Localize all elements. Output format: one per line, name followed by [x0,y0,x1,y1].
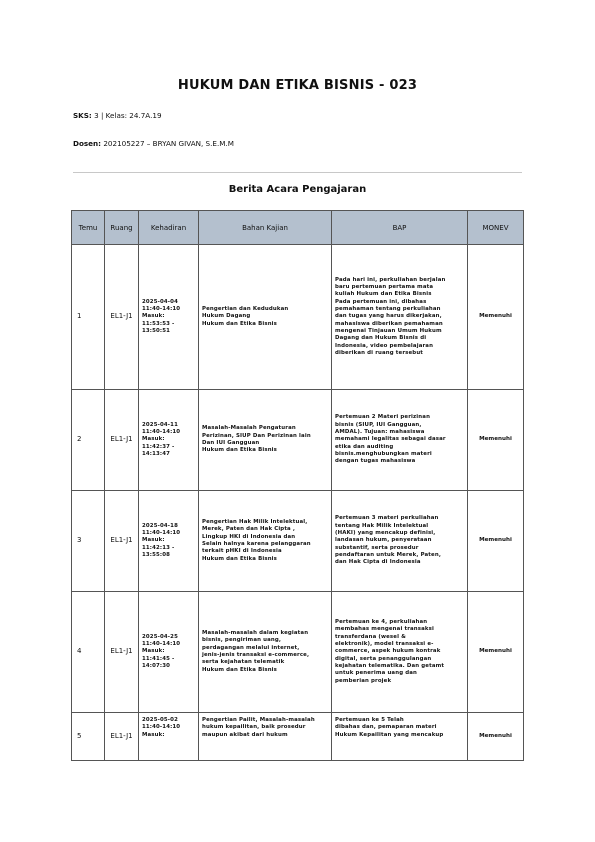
temu-cell: 5 [72,713,105,761]
monev-cell: Memenuhi [468,390,524,491]
header-bap: BAP [332,211,468,245]
bap-cell: Pertemuan ke 4, perkuliahan membahas mengenai transaksi transferdana (wesel & elektronik), model transaksi e- commerce, aspek hukum kontrak digital, serta penanggulangan kejahatan telematika. Dan getamt untuk penerima uang dan pemberian projek [332,592,468,713]
header-monev: MONEV [468,211,524,245]
bap-cell: Pertemuan ke 5 Telah dibahas dan, pemaparan materi Hukum Kepailitan yang mencakup [332,713,468,761]
ruang-cell: EL1-J1 [105,491,139,592]
temu-cell: 3 [72,491,105,592]
bahan-kajian-cell: Masalah-Masalah Pengaturan Perizinan, SIUP Dan Perizinan lain Dan IUI Gangguan Hukum dan Etika Bisnis [199,390,332,491]
temu-cell: 1 [72,245,105,390]
monev-cell: Memenuhi [468,592,524,713]
header-bahan-kajian: Bahan Kajian [199,211,332,245]
kehadiran-cell: 2025-04-04 11:40-14:10 Masuk: 11:53:53 - 13:50:51 [139,245,199,390]
table-row [72,592,524,713]
ruang-cell: EL1-J1 [105,390,139,491]
dosen-label: Dosen: [73,139,102,148]
divider [73,172,522,173]
table-row [72,390,524,491]
ruang-cell: EL1-J1 [105,592,139,713]
ruang-cell: EL1-J1 [105,713,139,761]
section-title: Berita Acara Pengajaran [228,184,367,195]
kehadiran-cell: 2025-05-02 11:40-14:10 Masuk: [139,713,199,761]
table-row [72,491,524,592]
dosen-line [73,139,234,148]
table-header-row [72,211,524,245]
dosen-value: 202105227 – BRYAN GIVAN, S.E.M.M [103,139,234,148]
kehadiran-cell: 2025-04-25 11:40-14:10 Masuk: 11:41:45 - 14:07:30 [139,592,199,713]
bap-cell: Pada hari ini, perkuliahan berjalan baru pertemuan pertama mata kuliah Hukum dan Etika Bisnis Pada pertemuan ini, dibahas pemahaman tentang perkuliahan dan tugas yang harus dikerjakan, mahasiswa diberikan pemahaman mengenai Tinjauan Umum Hukum Dagang dan Hukum Bisnis di Indonesia, video pembelajaran diberikan di ruang tersebut [332,245,468,390]
bahan-kajian-cell: Pengertian Pailit, Masalah-masalah hukum kepailitan, baik prosedur maupun akibat dari hukum [199,713,332,761]
temu-cell: 4 [72,592,105,713]
monev-cell: Memenuhi [468,245,524,390]
monev-cell: Memenuhi [468,491,524,592]
sks-label: SKS: [73,111,92,120]
sks-kelas-line [73,111,162,120]
table-row [72,713,524,761]
sks-kelas-value: 3 | Kelas: 24.7A.19 [94,111,162,120]
bahan-kajian-cell: Masalah-masalah dalam kegiatan bisnis, pengiriman uang, perdagangan melalui internet, jenis-jenis transaksi e-commerce, serta kejahatan telematik Hukum dan Etika Bisnis [199,592,332,713]
bap-cell: Pertemuan 3 materi perkuliahan tentang Hak Milik Intelektual (HAKI) yang mencakup definisi, landasan hukum, penyerataan substantif, serta prosedur pendaftaran untuk Merek, Paten, dan Hak Cipta di Indonesia [332,491,468,592]
bahan-kajian-cell: Pengertian dan Kedudukan Hukum Dagang Hukum dan Etika Bisnis [199,245,332,390]
table-row [72,245,524,390]
monev-cell: Memenuhi [468,713,524,761]
bap-table [71,210,524,761]
ruang-cell: EL1-J1 [105,245,139,390]
document-title: HUKUM DAN ETIKA BISNIS - 023 [177,78,418,93]
header-kehadiran: Kehadiran [139,211,199,245]
header-ruang: Ruang [105,211,139,245]
temu-cell: 2 [72,390,105,491]
bahan-kajian-cell: Pengertian Hak Milik Intelektual, Merek, Paten dan Hak Cipta , Lingkup HKI di Indonesia dan Selain halnya karena pelanggaran terkait pHKI di Indonesia Hukum dan Etika Bisnis [199,491,332,592]
kehadiran-cell: 2025-04-11 11:40-14:10 Masuk: 11:42:37 - 14:13:47 [139,390,199,491]
bap-cell: Pertemuan 2 Materi perizinan bisnis (SIUP, IUI Gangguan, AMDAL). Tujuan: mahasiswa memahami legalitas sebagai dasar etika dan auditing bisnis.menghubungkan materi dengan tugas mahasiswa [332,390,468,491]
header-temu: Temu [72,211,105,245]
kehadiran-cell: 2025-04-18 11:40-14:10 Masuk: 11:42:13 - 13:55:08 [139,491,199,592]
